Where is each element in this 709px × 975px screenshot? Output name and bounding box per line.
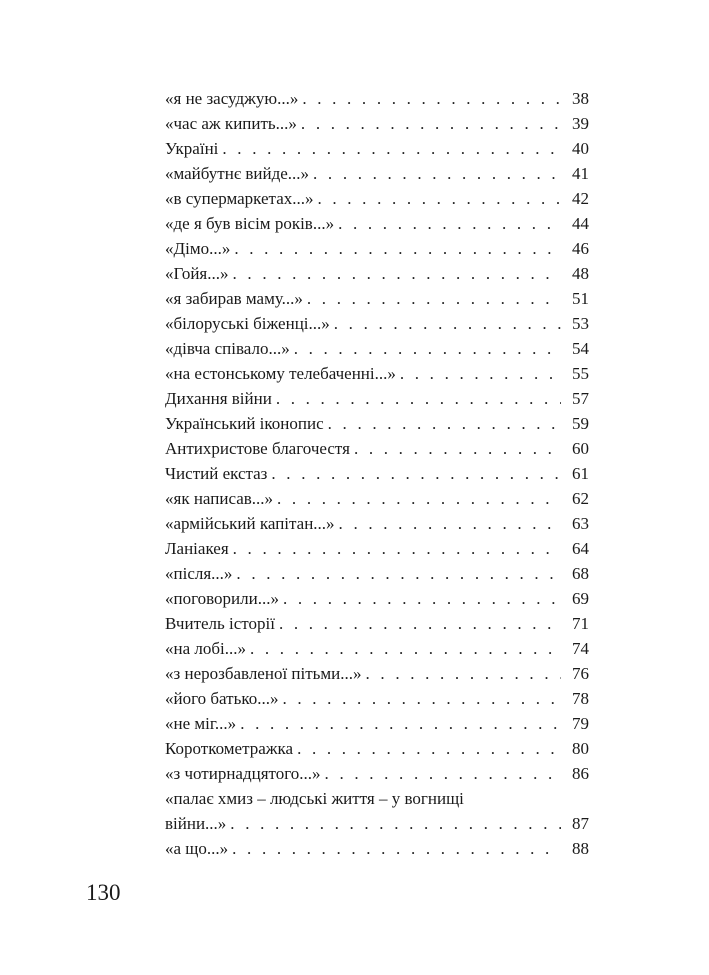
toc-entry-page: 38 — [572, 89, 589, 108]
dot-leader — [302, 86, 561, 111]
toc-entry-title: «а що...» — [165, 839, 229, 858]
toc-entry — [165, 336, 589, 361]
toc-entry-page: 60 — [572, 439, 589, 458]
toc-entry-title: Дихання війни — [165, 389, 272, 408]
toc-entry — [165, 211, 589, 236]
dot-leader — [277, 486, 561, 511]
toc-entry-page: 46 — [572, 239, 589, 258]
dot-leader — [234, 236, 561, 261]
toc-entry — [165, 436, 589, 461]
toc-entry — [165, 86, 589, 111]
toc-entry-page: 59 — [572, 414, 589, 433]
toc-entry — [165, 736, 589, 761]
toc-entry-title: «армійський капітан...» — [165, 514, 335, 533]
toc-entry — [165, 661, 589, 686]
toc-entry-title: Чистий екстаз — [165, 464, 268, 483]
toc-entry-page: 57 — [572, 389, 589, 408]
toc-entry-page: 79 — [572, 714, 589, 733]
toc-entry — [165, 761, 589, 786]
toc-entry-page: 80 — [572, 739, 589, 758]
toc-entry-page: 64 — [572, 539, 589, 558]
toc-entry-title: «білоруські біженці...» — [165, 314, 330, 333]
dot-leader — [366, 661, 561, 686]
toc-entry — [165, 611, 589, 636]
toc-entry — [165, 486, 589, 511]
toc-entry-page: 78 — [572, 689, 589, 708]
dot-leader — [328, 411, 561, 436]
dot-leader — [240, 711, 561, 736]
toc-entry-title: «на естонському телебаченні...» — [165, 364, 396, 383]
dot-leader — [294, 336, 561, 361]
toc-entry-page: 74 — [572, 639, 589, 658]
toc-entry-title: «з чотирнадцятого...» — [165, 764, 321, 783]
dot-leader — [222, 136, 561, 161]
toc-entry — [165, 286, 589, 311]
dot-leader — [282, 686, 561, 711]
dot-leader — [325, 761, 561, 786]
toc-entry — [165, 536, 589, 561]
dot-leader — [230, 811, 561, 836]
toc-entry-title: «дівча співало...» — [165, 339, 290, 358]
toc-entry-title: «час аж кипить...» — [165, 114, 297, 133]
toc-entry-title: Україні — [165, 139, 219, 158]
toc-entry-title: «після...» — [165, 564, 233, 583]
toc-entry-title: Антихристове благочестя — [165, 439, 350, 458]
dot-leader — [297, 736, 561, 761]
toc-entry-page: 55 — [572, 364, 589, 383]
toc-entry-page: 39 — [572, 114, 589, 133]
toc-entry-multiline — [165, 786, 589, 836]
dot-leader — [276, 386, 561, 411]
dot-leader — [334, 311, 561, 336]
toc-entry-title: «Дімо...» — [165, 239, 231, 258]
toc-entry-page: 61 — [572, 464, 589, 483]
toc-entry — [165, 561, 589, 586]
toc-entry-page: 62 — [572, 489, 589, 508]
toc-entry-page: 76 — [572, 664, 589, 683]
toc-entry — [165, 461, 589, 486]
toc-entry — [165, 311, 589, 336]
toc-entry — [165, 136, 589, 161]
toc-entry-page: 68 — [572, 564, 589, 583]
table-of-contents — [165, 86, 589, 861]
toc-entry — [165, 586, 589, 611]
toc-entry-page: 48 — [572, 264, 589, 283]
dot-leader — [233, 536, 561, 561]
toc-entry — [165, 711, 589, 736]
page-number: 130 — [86, 880, 121, 905]
toc-entry — [165, 836, 589, 861]
toc-entry — [165, 261, 589, 286]
toc-entry-page: 86 — [572, 764, 589, 783]
toc-entry-title: «майбутнє вийде...» — [165, 164, 310, 183]
toc-entry — [165, 111, 589, 136]
toc-entry — [165, 186, 589, 211]
toc-entry — [165, 161, 589, 186]
dot-leader — [339, 511, 561, 536]
toc-entry-title: «поговорили...» — [165, 589, 279, 608]
dot-leader — [236, 561, 561, 586]
toc-entry-title: Вчитель історії — [165, 614, 275, 633]
toc-entry-title: Ланіакея — [165, 539, 229, 558]
toc-entry-page: 87 — [572, 814, 589, 833]
toc-entry-page: 71 — [572, 614, 589, 633]
toc-entry-title: «я забирав маму...» — [165, 289, 303, 308]
toc-entry-title: «в супермаркетах...» — [165, 189, 314, 208]
toc-entry-title: Короткометражка — [165, 739, 294, 758]
dot-leader — [307, 286, 561, 311]
toc-entry-title: «не міг...» — [165, 714, 237, 733]
toc-entry — [165, 686, 589, 711]
toc-entry — [165, 636, 589, 661]
toc-entry-title: «як написав...» — [165, 489, 274, 508]
toc-entry-title: «де я був вісім років...» — [165, 214, 335, 233]
toc-entry — [165, 511, 589, 536]
toc-entry-title: «Гойя...» — [165, 264, 229, 283]
toc-entry — [165, 236, 589, 261]
dot-leader — [338, 211, 561, 236]
dot-leader — [283, 586, 561, 611]
toc-entry-title-line1: «палає хмиз – людські життя – у вогнищі — [165, 789, 464, 808]
toc-entry — [165, 386, 589, 411]
dot-leader — [313, 161, 561, 186]
dot-leader — [279, 611, 561, 636]
toc-entry-page: 51 — [572, 289, 589, 308]
toc-entry — [165, 361, 589, 386]
dot-leader — [233, 261, 561, 286]
toc-entry-page: 53 — [572, 314, 589, 333]
toc-entry-title-line2: війни...» — [165, 814, 227, 833]
dot-leader — [354, 436, 561, 461]
toc-entry-title: Український іконопис — [165, 414, 324, 433]
toc-entry-page: 44 — [572, 214, 589, 233]
toc-entry-title: «з нерозбавленої пітьми...» — [165, 664, 362, 683]
toc-entry — [165, 411, 589, 436]
toc-entry-page: 41 — [572, 164, 589, 183]
dot-leader — [271, 461, 561, 486]
dot-leader — [301, 111, 561, 136]
dot-leader — [317, 186, 561, 211]
dot-leader — [232, 836, 561, 861]
toc-entry-page: 42 — [572, 189, 589, 208]
toc-entry-title: «я не засуджую...» — [165, 89, 299, 108]
toc-entry-title: «його батько...» — [165, 689, 279, 708]
dot-leader — [400, 361, 561, 386]
toc-entry-page: 63 — [572, 514, 589, 533]
toc-entry-page: 69 — [572, 589, 589, 608]
toc-entry-page: 88 — [572, 839, 589, 858]
toc-entry-page: 54 — [572, 339, 589, 358]
toc-entry-page: 40 — [572, 139, 589, 158]
toc-entry-title: «на лобі...» — [165, 639, 246, 658]
dot-leader — [250, 636, 561, 661]
